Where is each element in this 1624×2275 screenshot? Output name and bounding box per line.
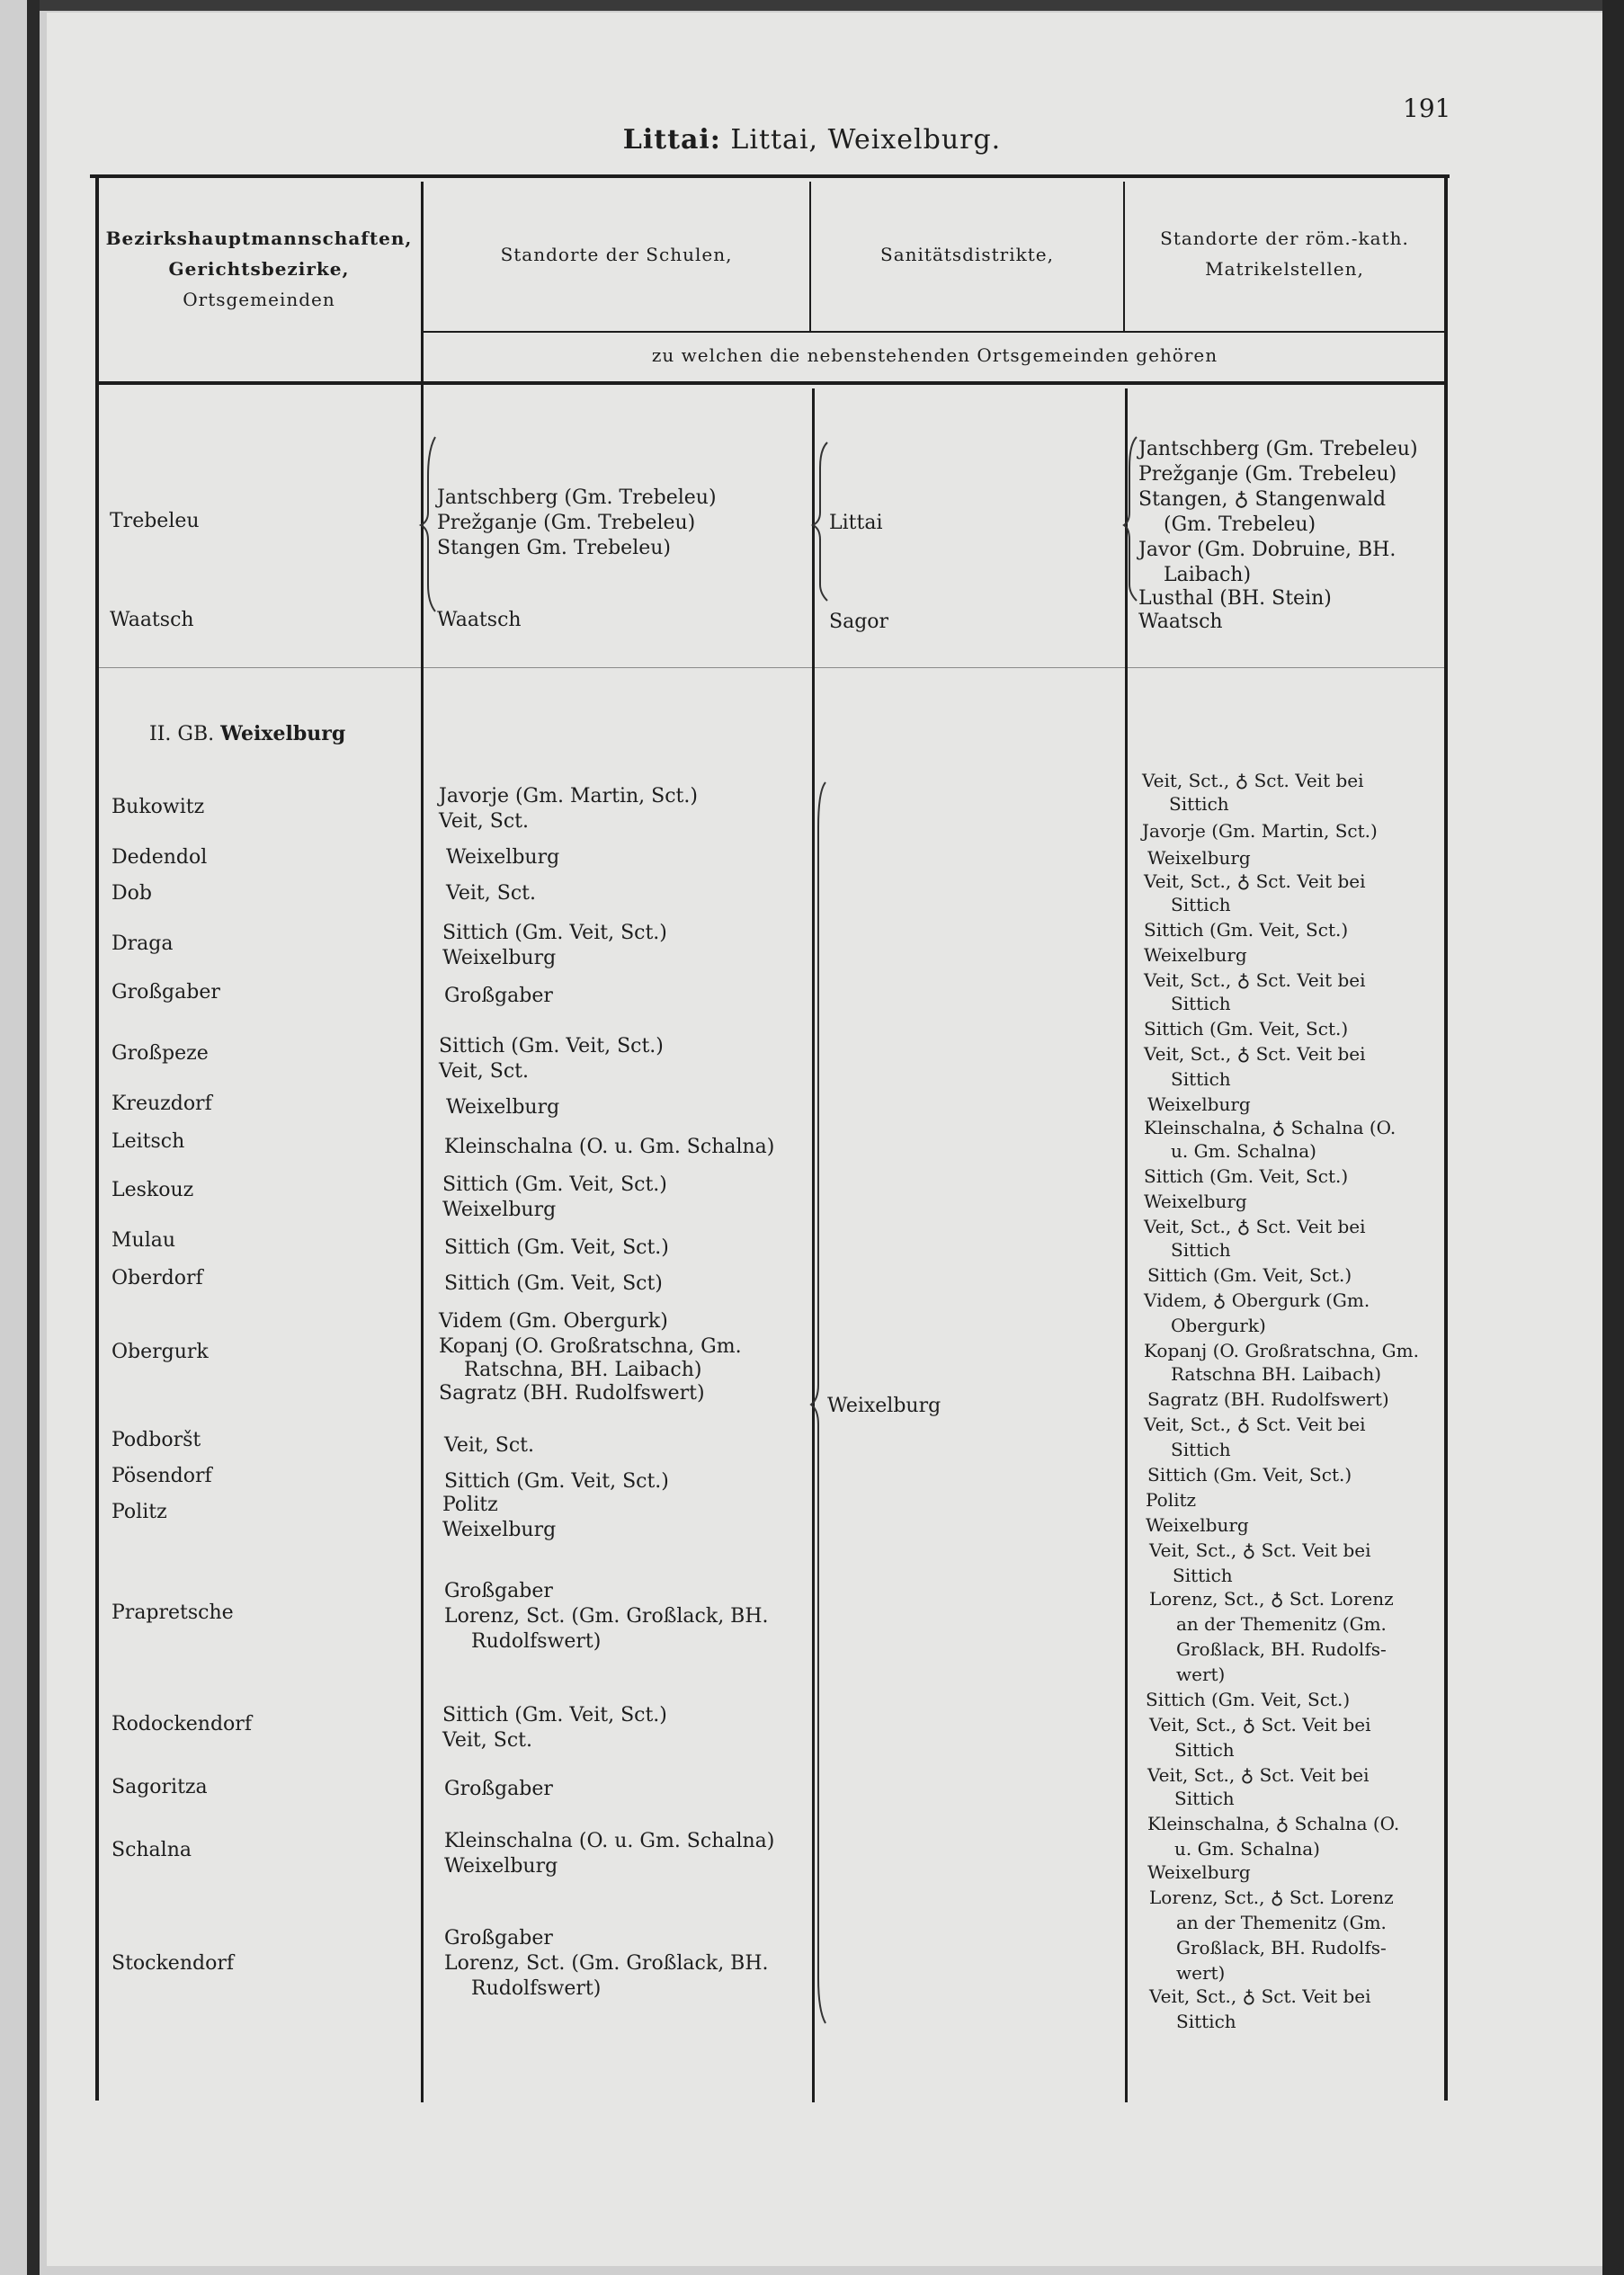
parish-entry: Sittich [1171, 1239, 1231, 1261]
community-name: Obergurk [112, 1341, 209, 1363]
book-spine [27, 0, 40, 2275]
school-entry: Weixelburg [444, 1855, 558, 1878]
community-name: Stockendorf [112, 1952, 234, 1975]
school-entry: Sagratz (BH. Rudolfswert) [439, 1382, 705, 1405]
parish-entry: Sittich (Gm. Veit, Sct.) [1144, 1165, 1349, 1187]
parish-entry: wert) [1176, 1962, 1226, 1984]
school-entry: Großgaber [444, 1580, 553, 1602]
parish-entry: Veit, Sct., ♁ Sct. Veit bei [1149, 1985, 1371, 2007]
parish-entry: Prežganje (Gm. Trebeleu) [1138, 463, 1397, 486]
parish-entry: Politz [1146, 1489, 1197, 1511]
parish-entry: Ratschna BH. Laibach) [1171, 1363, 1382, 1385]
community-name: Schalna [112, 1839, 192, 1861]
parish-entry: Großlack, BH. Rudolfs- [1176, 1937, 1387, 1958]
parish-entry: Sittich [1171, 1068, 1231, 1090]
parish-entry: u. Gm. Schalna) [1171, 1140, 1316, 1162]
parish-entry: Sittich [1171, 894, 1231, 915]
parish-entry: Sittich (Gm. Veit, Sct.) [1146, 1689, 1351, 1710]
header-bottom-rule [97, 381, 1446, 385]
col-divider-1 [421, 182, 424, 2102]
school-entry: Kleinschalna (O. u. Gm. Schalna) [444, 1136, 775, 1158]
parish-entry: Sittich (Gm. Veit, Sct.) [1147, 1464, 1352, 1485]
community-name: Sagoritza [112, 1776, 208, 1798]
school-entry: Rudolfswert) [471, 1977, 602, 2000]
school-entry: Sittich (Gm. Veit, Sct.) [439, 1035, 664, 1057]
sanitary-littai: Littai [829, 512, 883, 534]
subheader-rule [423, 331, 1446, 333]
parish-entry: Veit, Sct., ♁ Sct. Veit bei [1149, 1539, 1371, 1561]
section-heading-name: Weixelburg [220, 722, 346, 745]
parish-entry: Laibach) [1164, 564, 1252, 586]
parish-entry: Sittich [1173, 1565, 1233, 1586]
section-heading-prefix: II. GB. [149, 723, 215, 745]
table-right-border [1444, 176, 1448, 2101]
parish-entry: Jantschberg (Gm. Trebeleu) [1138, 438, 1418, 460]
parish-entry: Weixelburg [1147, 847, 1251, 869]
sanitary-sagor: Sagor [829, 611, 889, 633]
parish-entry: Sittich [1171, 1439, 1231, 1460]
parish-entry: Stangen, ♁ Stangenwald [1138, 488, 1387, 511]
parish-entry: an der Themenitz (Gm. [1176, 1912, 1387, 1933]
community-name: Podboršt [112, 1429, 201, 1451]
school-entry: Großgaber [444, 1927, 553, 1949]
table-top-border [90, 174, 1450, 178]
community-name: Großpeze [112, 1042, 209, 1065]
parish-entry: Sittich [1171, 993, 1231, 1014]
school-entry: Sittich (Gm. Veit, Sct.) [442, 922, 667, 944]
school-entry: Weixelburg [442, 947, 557, 969]
community-name: Leskouz [112, 1179, 194, 1201]
parish-entry: Sittich [1174, 1739, 1235, 1761]
parish-entry: Weixelburg [1147, 1093, 1251, 1115]
school-entry: Sittich (Gm. Veit, Sct.) [442, 1704, 667, 1726]
school-entry: Sittich (Gm. Veit, Sct.) [444, 1470, 669, 1493]
school-entry: Stangen Gm. Trebeleu) [437, 537, 672, 559]
school-entry: Weixelburg [442, 1199, 557, 1221]
parish-entry: Weixelburg [1146, 1514, 1249, 1536]
parish-entry: Sagratz (BH. Rudolfswert) [1147, 1388, 1389, 1410]
section-heading [149, 721, 345, 747]
community-name: Bukowitz [112, 796, 205, 818]
school-entry: Sittich (Gm. Veit, Sct.) [442, 1173, 667, 1196]
header-col1-line3: Ortsgemeinden [183, 289, 335, 310]
parish-entry: Sittich [1174, 1788, 1235, 1809]
parish-entry: Veit, Sct., ♁ Sct. Veit bei [1142, 770, 1364, 791]
parish-entry: Veit, Sct., ♁ Sct. Veit bei [1147, 1764, 1370, 1786]
parish-entry: Weixelburg [1144, 944, 1247, 966]
page-title [0, 124, 1624, 156]
header-col1-line2: Gerichtsbezirke, [168, 258, 350, 280]
col-divider-3-body [1125, 388, 1128, 2102]
parish-entry: Veit, Sct., ♁ Sct. Veit bei [1144, 1216, 1366, 1237]
school-entry: Weixelburg [446, 1096, 560, 1119]
community-trebeleu: Trebeleu [110, 510, 200, 532]
community-name: Dob [112, 882, 152, 905]
parish-entry: wert) [1176, 1664, 1226, 1685]
parish-entry: Lorenz, Sct., ♁ Sct. Lorenz [1149, 1588, 1394, 1610]
community-name: Pösendorf [112, 1465, 212, 1487]
community-name: Politz [112, 1501, 167, 1523]
sanitary-weixelburg: Weixelburg [827, 1395, 941, 1417]
parish-entry: Veit, Sct., ♁ Sct. Veit bei [1144, 870, 1366, 892]
parish-entry: u. Gm. Schalna) [1174, 1838, 1320, 1860]
community-name: Dedendol [112, 846, 208, 869]
parish-entry: Veit, Sct., ♁ Sct. Veit bei [1144, 1043, 1366, 1065]
school-entry: Lorenz, Sct. (Gm. Großlack, BH. [444, 1952, 769, 1975]
page-right-edge [1602, 0, 1624, 2275]
school-entry: Kleinschalna (O. u. Gm. Schalna) [444, 1830, 775, 1852]
community-name: Mulau [112, 1229, 176, 1252]
community-name: Großgaber [112, 981, 220, 1004]
community-waatsch: Waatsch [110, 609, 194, 631]
parish-entry: an der Themenitz (Gm. [1176, 1613, 1387, 1635]
community-name: Kreuzdorf [112, 1093, 212, 1115]
parish-entry: Kopanj (O. Großratschna, Gm. [1144, 1340, 1419, 1361]
header-col1-line1: Bezirkshauptmannschaften, [105, 228, 413, 249]
title-rest: Littai, Weixelburg. [720, 124, 1002, 156]
header-col4-line1: Standorte der röm.-kath. [1160, 228, 1409, 249]
community-name: Leitsch [112, 1130, 185, 1153]
parish-entry: Kleinschalna, ♁ Schalna (O. [1144, 1117, 1396, 1138]
school-entry: Lorenz, Sct. (Gm. Großlack, BH. [444, 1605, 769, 1628]
parish-entry: Sittich (Gm. Veit, Sct.) [1144, 1018, 1349, 1039]
school-entry: Jantschberg (Gm. Trebeleu) [437, 486, 717, 509]
school-entry: Ratschna, BH. Laibach) [464, 1359, 702, 1381]
header-col-3: Sanitätsdistrikte, [880, 244, 1054, 265]
parish-entry: Obergurk) [1171, 1315, 1266, 1336]
school-entry: Veit, Sct. [439, 810, 529, 833]
school-entry: Veit, Sct. [439, 1060, 529, 1083]
parish-entry: Javorje (Gm. Martin, Sct.) [1142, 820, 1378, 842]
parish-entry: Sittich (Gm. Veit, Sct.) [1147, 1264, 1352, 1286]
school-entry: Videm (Gm. Obergurk) [439, 1310, 668, 1333]
school-entry: Sittich (Gm. Veit, Sct.) [444, 1236, 669, 1259]
school-entry: Kopanj (O. Großratschna, Gm. [439, 1335, 742, 1358]
parish-entry: Veit, Sct., ♁ Sct. Veit bei [1144, 1414, 1366, 1435]
school-entry: Weixelburg [446, 846, 560, 869]
parish-entry: Weixelburg [1144, 1191, 1247, 1212]
parish-entry: Lorenz, Sct., ♁ Sct. Lorenz [1149, 1887, 1394, 1908]
parish-entry: Videm, ♁ Obergurk (Gm. [1144, 1289, 1370, 1311]
title-bold: Littai: [622, 124, 721, 156]
school-entry: Veit, Sct. [444, 1434, 534, 1457]
school-entry: Waatsch [437, 609, 522, 631]
page-top-edge [40, 0, 1624, 11]
header-subheader: zu welchen die nebenstehenden Ortsgemeinden gehören [651, 344, 1218, 366]
header-col4-line2: Matrikelstellen, [1205, 258, 1364, 280]
parish-entry: Javor (Gm. Dobruine, BH. [1138, 539, 1396, 561]
parish-entry: Großlack, BH. Rudolfs- [1176, 1638, 1387, 1660]
school-entry: Sittich (Gm. Veit, Sct) [444, 1272, 663, 1295]
page-number: 191 [1403, 94, 1451, 123]
school-entry: Rudolfswert) [471, 1630, 602, 1653]
community-name: Draga [112, 932, 174, 955]
header-col-1 [99, 223, 419, 315]
school-entry: Politz [442, 1494, 498, 1516]
school-entry: Großgaber [444, 1778, 553, 1800]
section-divider [97, 667, 1446, 668]
parish-entry: Waatsch [1138, 611, 1223, 633]
school-entry: Javorje (Gm. Martin, Sct.) [439, 785, 698, 807]
parish-entry: Veit, Sct., ♁ Sct. Veit bei [1149, 1714, 1371, 1735]
school-entry: Prežganje (Gm. Trebeleu) [437, 512, 696, 534]
parish-entry: Lusthal (BH. Stein) [1138, 587, 1332, 610]
table-left-border [95, 176, 99, 2101]
col-divider-2-body [812, 388, 815, 2102]
parish-entry: Sittich [1176, 2011, 1236, 2032]
school-entry: Veit, Sct. [446, 882, 536, 905]
parish-entry: Weixelburg [1147, 1861, 1251, 1883]
community-name: Rodockendorf [112, 1713, 252, 1735]
parish-entry: Veit, Sct., ♁ Sct. Veit bei [1144, 969, 1366, 991]
header-col-4 [1125, 223, 1444, 284]
school-entry: Großgaber [444, 985, 553, 1007]
parish-entry: (Gm. Trebeleu) [1164, 513, 1316, 536]
parish-entry: Sittich (Gm. Veit, Sct.) [1144, 919, 1349, 941]
community-name: Prapretsche [112, 1601, 234, 1624]
community-name: Oberdorf [112, 1267, 203, 1289]
school-entry: Weixelburg [442, 1519, 557, 1541]
school-entry: Veit, Sct. [442, 1729, 532, 1752]
header-col-2: Standorte der Schulen, [500, 244, 733, 265]
parish-entry: Kleinschalna, ♁ Schalna (O. [1147, 1813, 1400, 1834]
parish-entry: Sittich [1169, 793, 1229, 815]
